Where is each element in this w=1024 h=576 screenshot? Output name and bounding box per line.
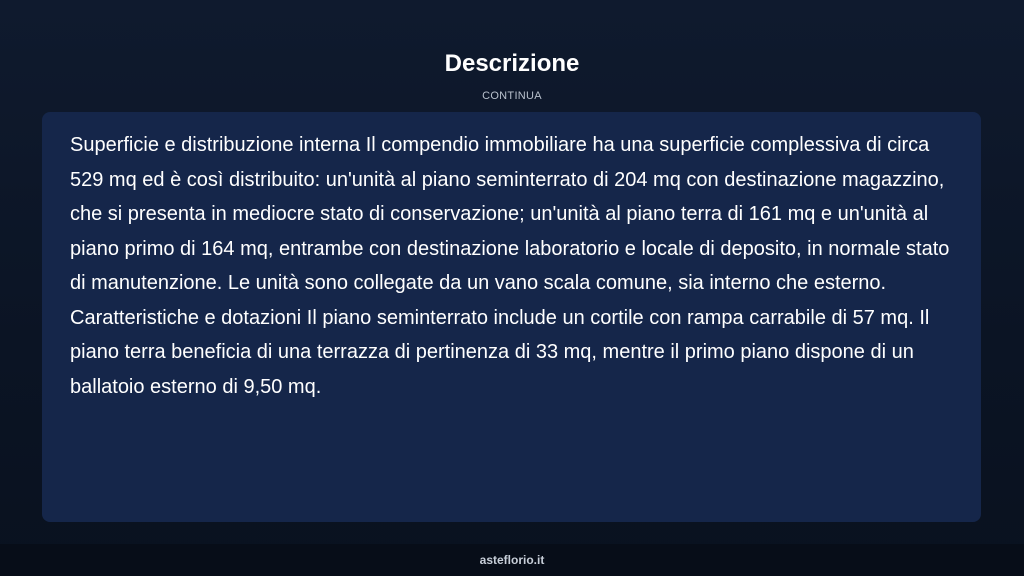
description-text: Superficie e distribuzione interna Il compendio immobiliare ha una superficie complessiva di circa 529 mq ed è così distribuito: un'unità al piano seminterrato di 204 mq con destinazione magazzino, che si presenta in mediocre stato di conservazione; un'unità al piano terra di 161 mq e un'unità al piano primo di 164 mq, entrambe con destinazione laboratorio e locale di deposito, in normale stato di manutenzione. Le unità sono collegate da un vano scala comune, sia interno che esterno. Caratteristiche e dotazioni Il piano seminterrato include un cortile con rampa carrabile di 57 mq. Il piano terra beneficia di una terrazza di pertinenza di 33 mq, mentre il primo piano dispone di un ballatoio esterno di 9,50 mq. xyxy=(70,134,950,398)
page-title: Descrizione xyxy=(444,50,580,77)
footer-site-label: asteflorio.it xyxy=(479,553,545,567)
footer-bar xyxy=(0,544,1024,576)
description-card xyxy=(42,112,981,522)
page-subtitle: CONTINUA xyxy=(482,90,542,102)
